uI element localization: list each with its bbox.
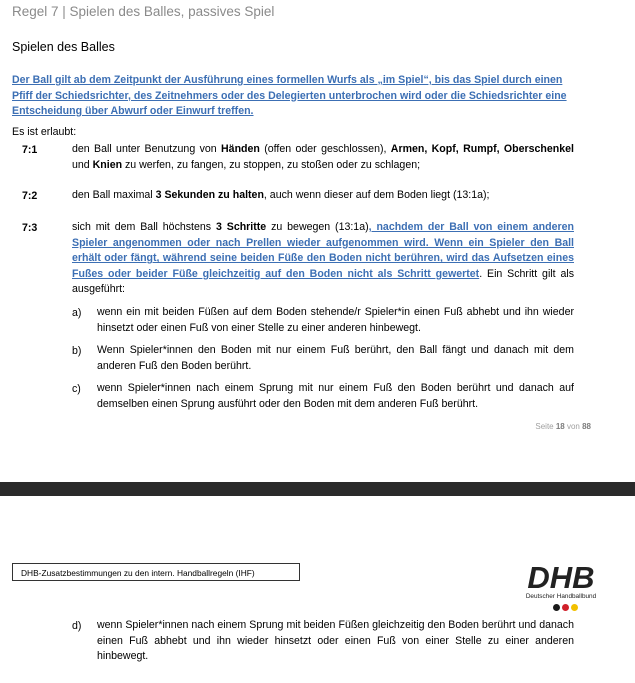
rule-7-3-text-part: sich mit dem Ball höchstens [72, 221, 216, 233]
page-number-total: 88 [582, 422, 591, 431]
rule-number-7-1: 7:1 [22, 144, 38, 156]
rule-7-2-text-part: den Ball maximal [72, 189, 156, 201]
item-text-d: wenn Spieler*innen nach einem Sprung mit beiden Füßen gleichzeitig den Boden berührt und danach einen Fuß abhebt und ihn wieder hinsetzt oder einen Fuß von einer Stelle zu einer anderen hinbewegt. [97, 619, 574, 663]
rule-7-3-text-part: . Ein Schritt gilt als ausgeführt: [72, 267, 574, 296]
logo-letters: DHB [527, 560, 595, 595]
rule-text-7-1 [72, 142, 574, 173]
item-letter-b: b) [72, 345, 82, 357]
rule-7-2-bold-part: 3 Sekunden zu halten [155, 189, 264, 201]
rule-7-1-bold-part: Händen [221, 143, 260, 155]
rule-number-7-3: 7:3 [22, 222, 38, 234]
item-text-c: wenn Spieler*innen nach einem Sprung mit nur einem Fuß den Boden berührt und danach auf demselben einen Sprung ausführt oder den Boden mit dem anderen Fuß berührt. [97, 382, 574, 410]
rule-text-7-2 [72, 188, 574, 204]
rule-text-7-3 [72, 220, 574, 298]
section-title: Spielen des Balles [12, 40, 115, 54]
rule-7-1-bold-part: Knien [92, 158, 123, 171]
rule-7-1-bold-part: Armen, Kopf, Rumpf, Oberschenkel [390, 143, 574, 155]
page-header: Regel 7 | Spielen des Balles, passives Spiel [12, 4, 275, 19]
rule-7-3-text-part: zu bewegen (13:1a) [266, 221, 369, 233]
page-break-band [0, 482, 635, 496]
item-text-a: wenn ein mit beiden Füßen auf dem Boden stehende/r Spieler*in einen Fuß abhebt und ihn wieder hinsetzt oder einen Fuß von einer Stelle zu einer anderen hinbewegt. [97, 306, 574, 334]
rule-7-3-bold-part: 3 Schritte [215, 221, 267, 233]
rule-7-1-text-part: und [72, 158, 93, 171]
page-number [535, 422, 591, 431]
rule-7-1-text-part: den Ball unter Benutzung von [72, 143, 222, 155]
rule-7-1-text-part: (offen oder geschlossen), [259, 143, 391, 155]
logo-dot-gold [571, 604, 578, 611]
item-letter-a: a) [72, 307, 82, 319]
rule-7-3-amendment: , nachdem der Ball von einem anderen Spieler angenommen oder nach Prellen wieder aufgenommen wird. Wenn ein Spieler den Ball erhält oder fängt, während seine beiden Füße den Boden nicht berühren, wird das Aufsetzen eines Fußes oder beider Füße gleichzeitig auf den Boden nicht als Schritt gewertet [72, 221, 574, 280]
page-number-prefix: Seite [535, 422, 556, 431]
logo-dot-black [553, 604, 560, 611]
footer-title-box: DHB-Zusatzbestimmungen zu den intern. Handballregeln (IHF) [12, 563, 300, 581]
rule-7-2-text-part: , auch wenn dieser auf dem Boden liegt (13:1a); [263, 189, 490, 201]
logo-dots [553, 604, 578, 611]
logo-subtitle: Deutscher Handballbund [525, 593, 597, 600]
rule-7-1-text-part: zu werfen, zu fangen, zu stoppen, zu stoßen oder zu schlagen; [122, 158, 421, 171]
item-letter-c: c) [72, 383, 81, 395]
intro-paragraph: Der Ball gilt ab dem Zeitpunkt der Ausführung eines formellen Wurfs als „im Spiel“, bis das Spiel durch einen Pfiff der Schiedsrichter, des Zeitnehmers oder des Delegierten unterbrochen wird oder die Schiedsrichter eine Entscheidung über Abwurf oder Einwurf treffen. [12, 74, 567, 117]
rule-number-7-2: 7:2 [22, 190, 38, 202]
logo-dot-red [562, 604, 569, 611]
item-text-b: Wenn Spieler*innen den Boden mit nur einem Fuß berührt, den Ball fängt und danach mit dem anderen Fuß den Boden berührt. [97, 344, 574, 372]
item-letter-d: d) [72, 620, 82, 632]
page-number-separator: von [564, 422, 583, 431]
page-number-current: 18 [555, 422, 565, 431]
allowed-label: Es ist erlaubt: [12, 126, 77, 138]
